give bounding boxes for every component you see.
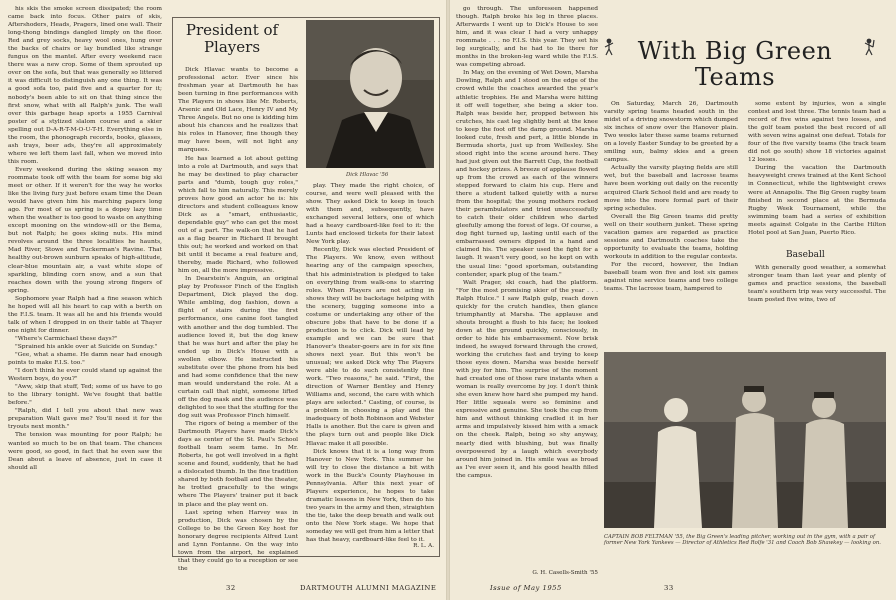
- paragraph: With generally good weather, a somewhat stronger team than last year and plenty of games and practice sessions, the baseball team's southern trip was very successful. The team posted five wins, two of: [748, 265, 886, 304]
- paragraph: Sophomore year Ralph had a fine season which he hoped will all his heart to cap with a berth on the F.I.S. team. It was all he and his friends would talk of when I dropped in on their table at Thayer one night for dinner.: [8, 295, 162, 334]
- paragraph: On Saturday, March 26, Dartmouth varsity spring teams headed south in the midst of a driving snowstorm which dumped six inches of snow over the Hanover plain. Two weeks later these same teams returned on a lovely Easter Sunday to be greeted by a smiling sun, balmy skies and a green campus.: [604, 101, 738, 164]
- team-photo-illustration: [604, 352, 886, 528]
- paragraph: "I don't think he ever could stand up against the Western boys, do you?": [8, 368, 162, 383]
- profile-column-1: [178, 66, 298, 572]
- paragraph: play. They made the right choice, of course, and were well pleased with the show. They asked Dick to keep in touch with them and, subsequently, have exchanged several letters, one of which had a heavy cardboard-like feel to it: the Lunts had enclosed tickets for their latest New York play.: [306, 183, 434, 246]
- paragraph: The rigors of being a member of the Dartmouth Players have made Dick's days as center of the St. Paul's School football team seem tame. In Mr. Roberts, he got well involved in a fight scene and found, suddenly, that he had a dislocated thumb. In the fine tradition shared by both football and the theater, he trotted gracefully to the wings where The Players' trainer put it back in place and the play went on.: [178, 421, 298, 508]
- sports-column-2: [748, 100, 886, 240]
- issue-date: Issue of May 1955: [490, 584, 562, 592]
- profile-column-2: [306, 182, 434, 544]
- paragraph: Last spring when Harvey was in production, Dick was chosen by the College to be the Green Key host for honorary degree recipients Alfred Lunt and Lynn Fontanne. On the way into town from the airport, he explained that they could go to a reception or see the: [178, 509, 298, 572]
- paragraph: Every weekend during the skiing season my roommate took off with the team for some big ski meet or other. If it weren't for the way he works like the living fury just before exam time the Dean would have given him his marching papers long ago. For most of us spring is a dopey lazy time when the weather is too good to waste on anything except mooning on the window-sill or the Bema, but not Ralph; he goes skiing nuts. His mind revolves around the three localities he haunts, Mad River, Stowe and Tuckerman's Ravine. That healthy out-brown sunburn speaks of high-altitude, clear-blue mountain air, a vast white slope of sparkling, blinding corn snow, and a sun that reaches down with the young strong fingers of spring.: [8, 166, 162, 294]
- paragraph: During the vacation the Dartmouth heavyweight crews trained at the Kent School in Connecticut, while the lightweight crews were at Annapolis. The Big Green rugby team finished in second place at the Bermuda Rugby Week Tournament, while the swimming team had a series of exhibition meets against Colgate in the Caribe Hilton Hotel pool at San Juan, Puerto Rico.: [748, 165, 886, 236]
- paragraph: "Gee, what a shame. He damn near had enough points to make F.I.S. too.": [8, 352, 162, 367]
- profile-signoff: R. L. A.: [413, 543, 434, 549]
- story-column-right: [456, 5, 598, 567]
- baseball-heading: Baseball: [786, 250, 825, 260]
- paragraph: Dick knows that it is a long way from Hanover to New York. This summer he will try to close the distance a bit with work in the Buck's County Playhouse in Pennsylvania. After this next year of Players experience, he hopes to take dramatic lessons in New York, then do his two years in the army and then, straighten the tie, take the deep breath and walk out onto the New York stage. We hope that someday we will get from him a letter that has that heavy, cardboard-like feel to it.: [306, 448, 434, 544]
- paragraph: "Ralph, did I tell you about that new wax preparation Walt gave me? You'll need it for the tryouts next month.": [8, 408, 162, 431]
- left-page: [0, 0, 446, 600]
- magazine-name: DARTMOUTH ALUMNI MAGAZINE: [300, 584, 437, 592]
- story-column-left: [8, 5, 162, 580]
- paragraph: Overall the Big Green teams did pretty well on their southern junket. These spring vacation games are regarded as practice sessions and Dartmouth coaches take the opportunity to evaluate the teams, holding workouts in addition to the regular contests.: [604, 213, 738, 260]
- baseball-column: [748, 264, 886, 342]
- paragraph: He has learned a lot about getting into a role at Dartmouth, and says that he may be destined to play character parts and "dumb, tough guy roles," which fall to him naturally. This merely proves how good an actor he is: his directors and student colleagues know Dick as a "smart, enthusiastic, dependable guy" who can get the most out of a part. The walk-on that he had as a flag bearer in Richard II brought this out; he worked and worked on that bit until it became a real feature and, thereby, made Richard, who followed him on, all the more impressive.: [178, 155, 298, 275]
- byline-wrap: [456, 567, 598, 577]
- profile-title: President of Players: [185, 21, 279, 56]
- right-page: [450, 0, 896, 600]
- paragraph: "Where's Carmichael these days?": [15, 335, 118, 342]
- story-byline: G. H. Casells-Smith '55: [532, 570, 598, 576]
- paragraph: some extent by injuries, won a single contest and lost three. The tennis team had a record of five wins against two losses, and the golf team posted the best record of all with seven wins against one defeat. Totals for four of the five varsity teams (the track team did not go south) show 18 victories against 12 losses.: [748, 101, 886, 164]
- team-photo-caption: CAPTAIN BOB FELTMAN '55, the Big Green's leading pitcher, working out in the gym, with a pair of former New York Yankees — Director of Athletics Red Rolfe '31 and Coach Bob Shawkey — looking on.: [604, 534, 881, 547]
- sports-column-1: [604, 100, 738, 340]
- paragraph: go through. The unforeseen happened though. Ralph broke his leg in three places. Afterwards I went up to Dick's House to see him, and it was clear I had a very unhappy roommate . . . no F.I.S. this year. They set his leg surgically, and he had to lie there for months in the broken-leg ward while the F.I.S. was competing abroad.: [456, 6, 598, 69]
- section-title: With Big Green Teams: [637, 37, 833, 91]
- team-photo: [604, 352, 886, 528]
- paragraph: In Dearstein's Anguin, an original play by Professor Finch of the English Department, Dick played the dog. While ambling, dog fashion, down a flight of stairs during the first performance, one canine foot tangled with another and the dog tumbled. The audience loved it, but the dog knew that he was hurt and after the play he ended up in Dick's House with a swollen elbow. He instructed his substitute over the phone from his bed and had some confidence that the new man would understand the role. At a curtain call that night, someone lifted off the dog mask and the audience was delighted to see that the stuffing for the dog suit was Professor Finch himself.: [178, 276, 298, 420]
- portrait-caption: Dick Hlavac '56: [346, 172, 389, 178]
- paragraph: Walt Prager, ski coach, had the platform. "For the most promising skier of the year . . . Ralph Hulce." I saw Ralph gulp, reach down quickly for the crutch handles, then glance triumphantly at Marsha. The applause and shouts brought a flush to his face; he looked down at the ground quickly, consciously, in order to hide his embarrassment. Now brisk indeed, he swayed forward through the crowd, working the crutches fast and trying to keep those eyes down. Marsha was beside herself with joy for him. The surprise of the moment had created one of those rare instants when a woman is really overcome by joy. I don't think she even knew how hard she pumped my hand. Her little squeals were so feminine and expressive and genuine. She took the cup from him and without thinking cradled it in her arms and impulsively kissed him with a smack on the cheek. Ralph, being so shy anyway, nearly died with blushing, but was finally overpowered by a laugh which everybody around him joined in. His smile was as broad as I've ever seen it, and his good health filled the campus.: [456, 279, 598, 479]
- profile-signoff-wrap: [306, 540, 434, 550]
- paragraph: Recently, Dick was elected President of The Players. We know, even without hearing any of the campaign speeches, that his administration is pledged to take on everything from walk-ons to starring roles. When Players are not acting in shows they will be backstage helping with the scenery, tugging someone into a costume or undertaking any other of the obscure jobs that have to be done if a production is to click. Dick will lead by example and we can be sure that Hanover's theater-goers are in for six fine shows next year. But this won't be unusual; we asked Dick why The Players were able to do such consistently fine work. "Two reasons," he said. "First, the direction of Warner Bentley and Henry Williams and, second, the care with which plays are selected." Casting, of course, is a problem in choosing a play and the inadequacy of both Robinson and Webster Halls is another. But the care is given and the plays turn out and people like Dick Hlavac make it all possible.: [306, 247, 434, 447]
- portrait-illustration: [306, 20, 434, 168]
- page-number-right: 33: [664, 584, 674, 592]
- paragraph: In May, on the evening of Wet Down, Marsha Dowling, Ralph and I stood on the edge of the crowd while the coaches awarded the year's athletic trophies. He and Marsha were hitting it off well together, she being a skier too. Ralph was beside her, propped between his crutches, his cast leg slightly bent at the knee to keep the foot off the damp ground. Marsha looked cute, fresh and pert, a little blonde in Bermuda shorts, just up from Wellesley. She stood right into the scene around here. They had just given out the Barrett Cup, the football and hockey prizes. A breeze of applause flowed up from the crowd as each of the winners stepped forward to claim his cup. Here and there a student talked quietly with a nurse from the hospital; the young mothers rocked their perambulators and tried unsuccessfully to catch their older children who darted gleefully among the forest of legs. Of course, a dog fight turned up, lasting until each of the embarrassed owners dipped in a hand and claimed his. The speaker used the fight for a laugh. It wasn't very good, so he kept on with the usual line: "good sportsman, outstanding contender, spark plug of the team.": [456, 70, 598, 278]
- paragraph: "Aww, skip that stuff, Ted; some of us have to go to the library tonight. We've fought that battle before.": [8, 384, 162, 407]
- page-number-left: 32: [226, 584, 236, 592]
- paragraph: his skis the smoke screen dissipated; the room came back into focus. Other pairs of skis, Aftershoders, Heads, Pragers, lined one wall. Their long-thong bindings dangled limply on the floor. Red and grey socks, heavy wool ones, hung over the backs of chairs or lay bundled like strange fungus on the mantel. After every weekend race there was a new crop. Some of them sprouted up over on the sofa, but that was generally so littered it was difficult to distinguish any one thing. It was a good sofa too, paid five and a quarter for it; nobody's been able to sit on that thing since the first snow, what with all Ralph's junk. The wall over this garbage heap sports a 1955 Carnival poster of a stylized slalom course and a skier spelling out D-A-R-T-M-O-U-T-H. Everything else in the room, the phonograph records, books, glasses, ash trays, beer ads, they're all approximately where we left them last fall, when we moved into this room.: [8, 6, 162, 165]
- portrait-photo: [306, 20, 434, 168]
- paragraph: For the record, however, the Indian baseball team won five and lost six games against nine service teams and two college teams. The lacrosse team, hampered to: [604, 261, 738, 293]
- paragraph: The tension was mounting for poor Ralph; he wanted so much to be on that team. The chances were good, so good, in fact that he even saw the Dean about a leave of absence, just in case it should all: [8, 432, 162, 471]
- paragraph: Actually the varsity playing fields are still wet, but the baseball and lacrosse teams have been working out daily on the recently acquired Clark School field and are ready to move into the more formal part of their spring schedules.: [604, 165, 738, 212]
- paragraph: Dick Hlavac wants to become a professional actor. Ever since his freshman year at Dartmouth he has been turning in fine performances with The Players in shows like Mr. Roberts, Arsenic and Old Lace, Henry IV and My Three Angels. But no one is kidding him about his chances and he realizes that his roles in Hanover, fine though they may have been, will not light any marquees.: [178, 67, 298, 154]
- paragraph: "Sprained his ankle over at Suicide on Sunday.": [15, 343, 158, 350]
